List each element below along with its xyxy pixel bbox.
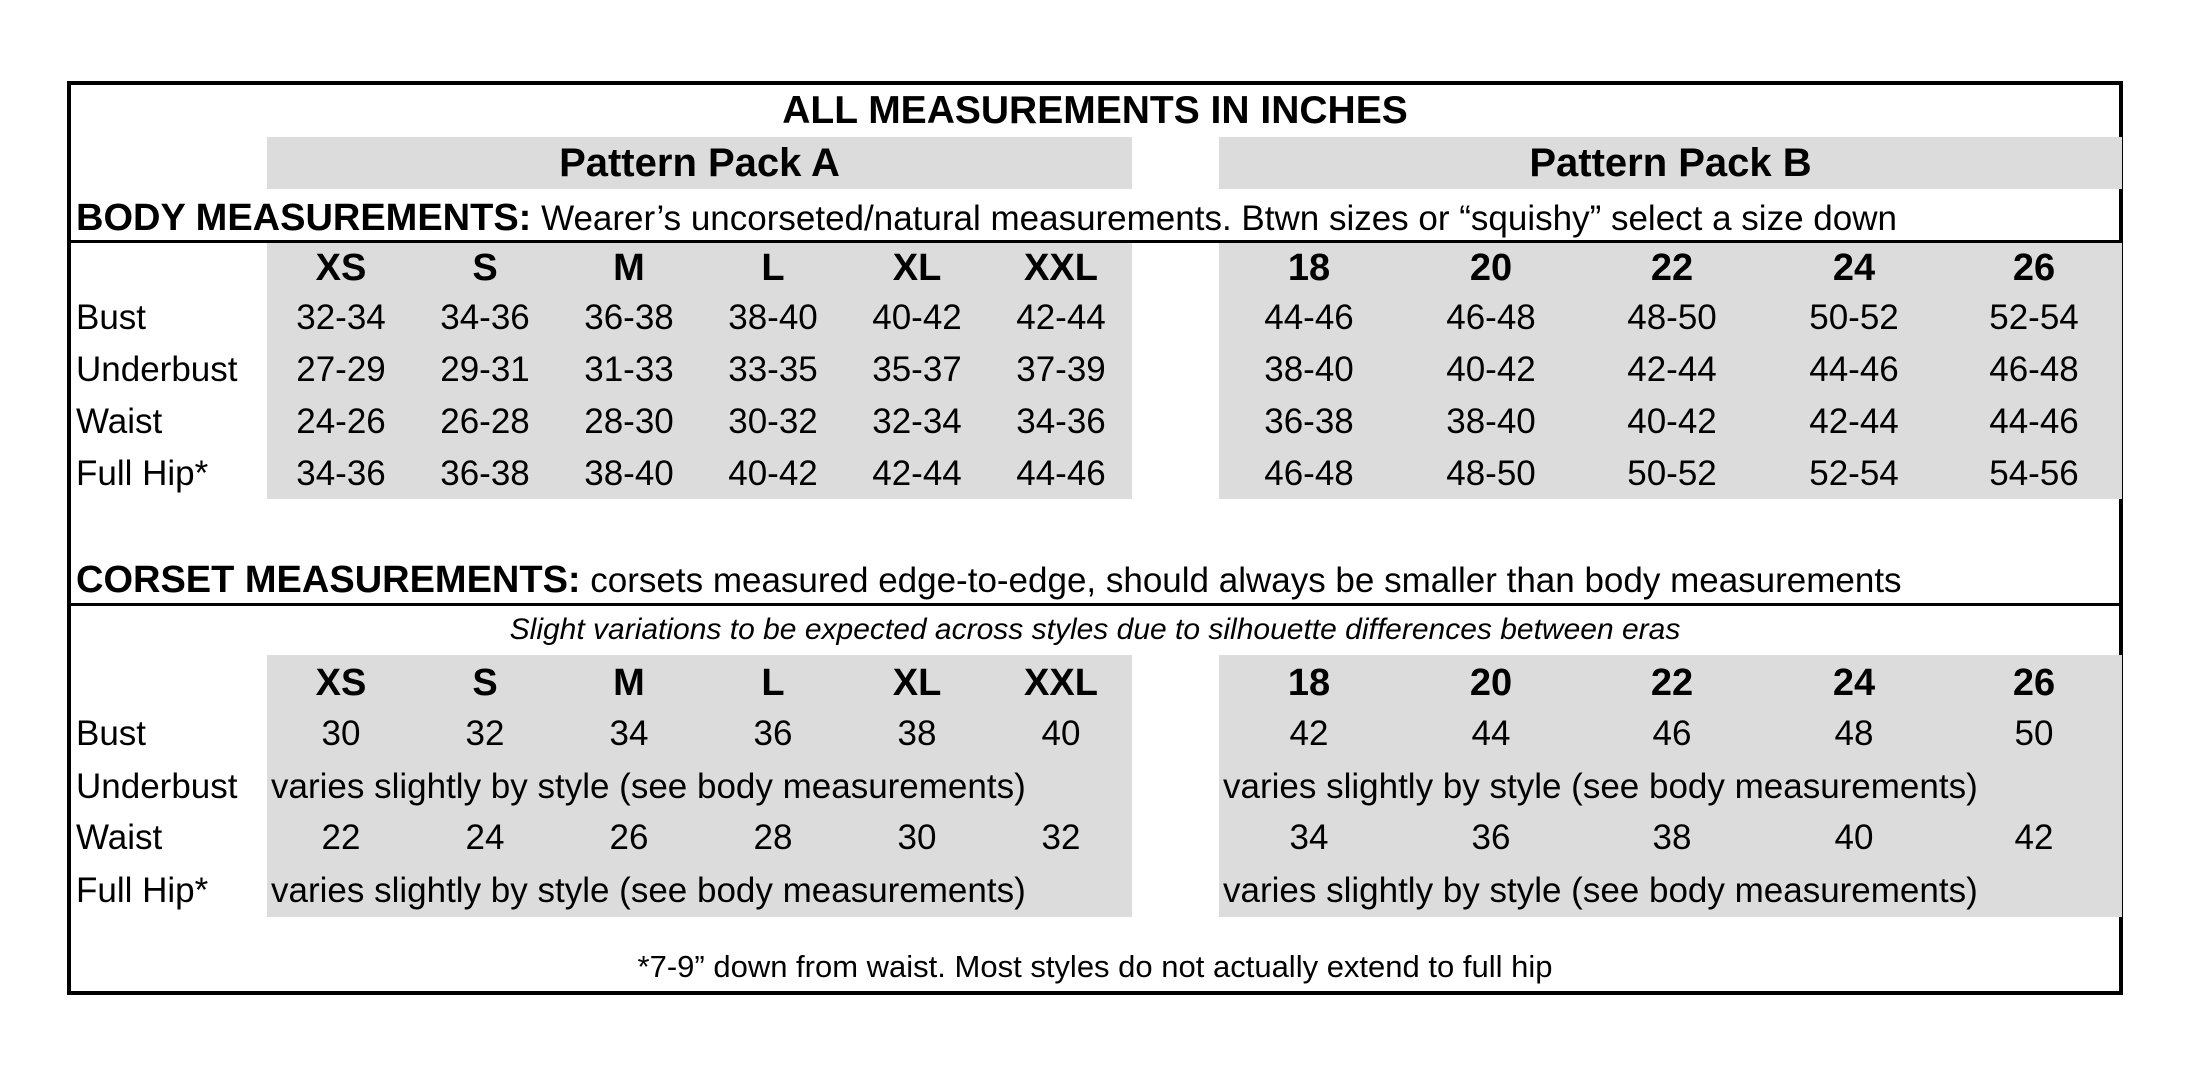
measurement-cell: 32-34 — [296, 298, 386, 337]
varies-note-cell: varies slightly by style (see body measurements) — [271, 871, 1026, 910]
measurement-cell: 38 — [897, 714, 937, 753]
measurement-cell: 36-38 — [584, 298, 674, 337]
measurement-cell: 29-31 — [440, 350, 530, 389]
measurement-cell: 33-35 — [728, 350, 818, 389]
measurement-cell: 26 — [609, 818, 649, 857]
measurement-cell: 34-36 — [296, 454, 386, 493]
measurement-cell: 50 — [2014, 714, 2054, 753]
measurement-cell: 40-42 — [728, 454, 818, 493]
row-label: Underbust — [76, 767, 238, 806]
footnote: *7-9” down from waist. Most styles do not actually extend to full hip — [637, 949, 1553, 984]
size-header-xxl: XXL — [1024, 662, 1098, 704]
measurement-cell: 26-28 — [440, 402, 530, 441]
measurement-cell: 48-50 — [1627, 298, 1717, 337]
measurement-cell: 42-44 — [1809, 402, 1899, 441]
body-heading-bold: BODY MEASUREMENTS: — [76, 197, 532, 239]
size-header-24: 24 — [1832, 247, 1876, 289]
size-header-18: 18 — [1287, 662, 1331, 704]
measurement-cell: 52-54 — [1809, 454, 1899, 493]
size-header-xl: XL — [892, 247, 942, 289]
measurement-cell: 42-44 — [1627, 350, 1717, 389]
measurement-cell: 36-38 — [440, 454, 530, 493]
size-header-m: M — [613, 247, 645, 289]
size-header-s: S — [472, 247, 498, 289]
measurement-cell: 50-52 — [1809, 298, 1899, 337]
measurement-cell: 40-42 — [1446, 350, 1536, 389]
measurement-cell: 44-46 — [1989, 402, 2079, 441]
corset-heading-description: corsets measured edge-to-edge, should always be smaller than body measurements — [580, 561, 1902, 600]
measurement-cell: 44-46 — [1809, 350, 1899, 389]
size-header-l: L — [761, 662, 785, 704]
body-section-heading — [76, 193, 1897, 243]
varies-note-cell: varies slightly by style (see body measurements) — [1223, 871, 1978, 910]
measurement-cell: 30 — [897, 818, 937, 857]
measurement-cell: 36 — [1471, 818, 1511, 857]
measurement-cell: 35-37 — [872, 350, 962, 389]
measurement-cell: 38 — [1652, 818, 1692, 857]
measurement-cell: 44-46 — [1264, 298, 1354, 337]
measurement-cell: 27-29 — [296, 350, 386, 389]
row-label: Bust — [76, 298, 147, 337]
corset-section-heading — [76, 555, 1902, 605]
measurement-cell: 42 — [1289, 714, 1329, 753]
measurement-cell: 36 — [753, 714, 793, 753]
measurement-cell: 54-56 — [1989, 454, 2079, 493]
measurement-cell: 40-42 — [1627, 402, 1717, 441]
corset-note: Slight variations to be expected across styles due to silhouette differences between eras — [509, 613, 1681, 646]
measurement-cell: 32 — [1041, 818, 1081, 857]
size-header-xs: XS — [315, 247, 367, 289]
measurement-cell: 28 — [753, 818, 793, 857]
corset-divider — [71, 603, 2119, 606]
measurement-cell: 22 — [321, 818, 361, 857]
measurement-cell: 42-44 — [1016, 298, 1106, 337]
size-header-20: 20 — [1469, 662, 1513, 704]
chart-title: ALL MEASUREMENTS IN INCHES — [782, 89, 1408, 132]
size-header-24: 24 — [1832, 662, 1876, 704]
measurement-cell: 32 — [465, 714, 505, 753]
measurement-cell: 52-54 — [1989, 298, 2079, 337]
measurement-cell: 30-32 — [728, 402, 818, 441]
row-label: Full Hip* — [76, 871, 209, 910]
measurement-cell: 46 — [1652, 714, 1692, 753]
measurement-cell: 37-39 — [1016, 350, 1106, 389]
measurement-cell: 42-44 — [872, 454, 962, 493]
pack-a-title: Pattern Pack A — [559, 141, 840, 185]
pack-b-title: Pattern Pack B — [1529, 141, 1812, 185]
row-label: Bust — [76, 714, 147, 753]
measurement-cell: 46-48 — [1446, 298, 1536, 337]
size-header-s: S — [472, 662, 498, 704]
size-header-22: 22 — [1650, 662, 1694, 704]
measurement-cell: 48-50 — [1446, 454, 1536, 493]
size-chart — [67, 81, 2123, 995]
size-header-18: 18 — [1287, 247, 1331, 289]
body-heading-description: Wearer’s uncorseted/natural measurements. Btwn sizes or “squishy” select a size down — [531, 199, 1897, 238]
measurement-cell: 48 — [1834, 714, 1874, 753]
measurement-cell: 38-40 — [1446, 402, 1536, 441]
measurement-cell: 34-36 — [1016, 402, 1106, 441]
row-label: Waist — [76, 402, 163, 441]
measurement-cell: 36-38 — [1264, 402, 1354, 441]
measurement-cell: 40 — [1834, 818, 1874, 857]
measurement-cell: 30 — [321, 714, 361, 753]
size-header-xs: XS — [315, 662, 367, 704]
measurement-cell: 34 — [609, 714, 649, 753]
measurement-cell: 28-30 — [584, 402, 674, 441]
varies-note-cell: varies slightly by style (see body measurements) — [271, 767, 1026, 806]
size-header-m: M — [613, 662, 645, 704]
measurement-cell: 38-40 — [728, 298, 818, 337]
measurement-cell: 34 — [1289, 818, 1329, 857]
row-label: Full Hip* — [76, 454, 209, 493]
measurement-cell: 44-46 — [1016, 454, 1106, 493]
measurement-cell: 42 — [2014, 818, 2054, 857]
measurement-cell: 44 — [1471, 714, 1511, 753]
measurement-cell: 32-34 — [872, 402, 962, 441]
measurement-cell: 40-42 — [872, 298, 962, 337]
corset-heading-bold: CORSET MEASUREMENTS: — [76, 559, 581, 601]
measurement-cell: 34-36 — [440, 298, 530, 337]
measurement-cell: 38-40 — [1264, 350, 1354, 389]
size-header-xl: XL — [892, 662, 942, 704]
row-label: Underbust — [76, 350, 238, 389]
measurement-cell: 31-33 — [584, 350, 674, 389]
measurement-cell: 46-48 — [1264, 454, 1354, 493]
measurement-cell: 24-26 — [296, 402, 386, 441]
measurement-cell: 38-40 — [584, 454, 674, 493]
size-header-20: 20 — [1469, 247, 1513, 289]
size-header-l: L — [761, 247, 785, 289]
row-label: Waist — [76, 818, 163, 857]
measurement-cell: 46-48 — [1989, 350, 2079, 389]
measurement-cell: 50-52 — [1627, 454, 1717, 493]
measurement-cell: 40 — [1041, 714, 1081, 753]
measurement-cell: 24 — [465, 818, 505, 857]
size-header-26: 26 — [2012, 247, 2056, 289]
size-header-xxl: XXL — [1024, 247, 1098, 289]
size-header-22: 22 — [1650, 247, 1694, 289]
varies-note-cell: varies slightly by style (see body measurements) — [1223, 767, 1978, 806]
size-header-26: 26 — [2012, 662, 2056, 704]
